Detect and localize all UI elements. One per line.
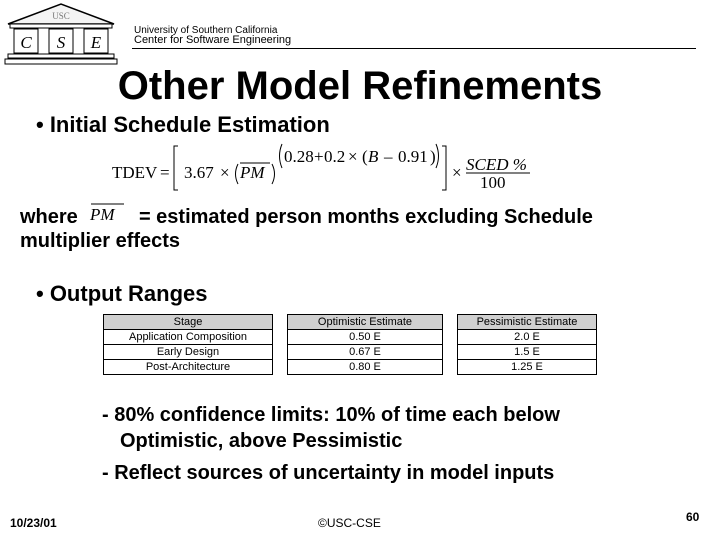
stage-cell: Early Design: [104, 345, 273, 360]
logo-letter-e: E: [90, 33, 102, 52]
svg-text:–: –: [384, 147, 393, 166]
formula-coefficient: 3.67: [184, 163, 214, 182]
optimistic-cell: 0.67 E: [288, 345, 443, 360]
svg-text:×: ×: [220, 163, 230, 182]
formula-exp-offset: 0.91: [398, 147, 428, 166]
where-pm: PM: [90, 205, 115, 224]
where-definition-cont: multiplier effects: [20, 230, 181, 252]
logo-top-text: USC: [52, 11, 70, 21]
formula-exp-base: 0.28: [284, 147, 314, 166]
where-prefix: where: [20, 206, 78, 228]
formula-sced: SCED %: [466, 155, 527, 174]
footer-copyright: ©USC-CSE: [318, 516, 381, 530]
pessimistic-cell: 1.5 E: [458, 345, 597, 360]
pm-symbol: [88, 200, 156, 228]
header-stage: Stage: [104, 315, 273, 330]
header-divider: [132, 48, 696, 49]
formula-lhs: TDEV: [112, 163, 158, 182]
note-uncertainty: - Reflect sources of uncertainty in model inputs: [102, 462, 555, 484]
table-row: [104, 345, 597, 360]
logo-letter-s: S: [56, 33, 66, 52]
bullet-output-ranges: • Output Ranges: [36, 281, 208, 306]
svg-text:+: +: [314, 147, 324, 166]
where-description: = estimated person months excluding Schedule: [138, 206, 593, 228]
header-optimistic: Optimistic Estimate: [288, 315, 443, 330]
stage-cell: Post-Architecture: [104, 360, 273, 375]
formula-pm: PM: [240, 163, 265, 182]
svg-text:=: =: [160, 163, 170, 182]
table-header-row: [104, 315, 597, 330]
tdev-formula: [112, 138, 542, 198]
note-confidence-limits: - 80% confidence limits: 10% of time each below: [102, 404, 560, 426]
optimistic-cell: 0.80 E: [288, 360, 443, 375]
org-name: University of Southern California: [134, 25, 278, 36]
svg-text:(: (: [362, 147, 368, 166]
slide-title: Other Model Refinements: [117, 64, 603, 108]
cse-logo: [4, 2, 118, 66]
stage-cell: Application Composition: [104, 330, 273, 345]
header-pessimistic: Pessimistic Estimate: [458, 315, 597, 330]
table-row: [104, 330, 597, 345]
pessimistic-cell: 1.25 E: [458, 360, 597, 375]
footer-date: 10/23/01: [10, 516, 57, 530]
formula-exp-mult: 0.2: [324, 147, 346, 166]
bullet-schedule-estimation: • Initial Schedule Estimation: [36, 112, 330, 137]
org-department: Center for Software Engineering: [134, 34, 292, 46]
formula-b: B: [368, 147, 379, 166]
note-confidence-limits-cont: Optimistic, above Pessimistic: [120, 430, 403, 452]
table-row: [104, 360, 597, 375]
svg-text:×: ×: [452, 163, 462, 182]
optimistic-cell: 0.50 E: [288, 330, 443, 345]
svg-text:): ): [430, 147, 436, 166]
svg-text:×: ×: [348, 147, 358, 166]
formula-denominator: 100: [480, 173, 506, 192]
logo-letter-c: C: [20, 33, 32, 52]
pessimistic-cell: 2.0 E: [458, 330, 597, 345]
output-ranges-table: [103, 314, 597, 375]
page-number: 60: [686, 510, 700, 524]
